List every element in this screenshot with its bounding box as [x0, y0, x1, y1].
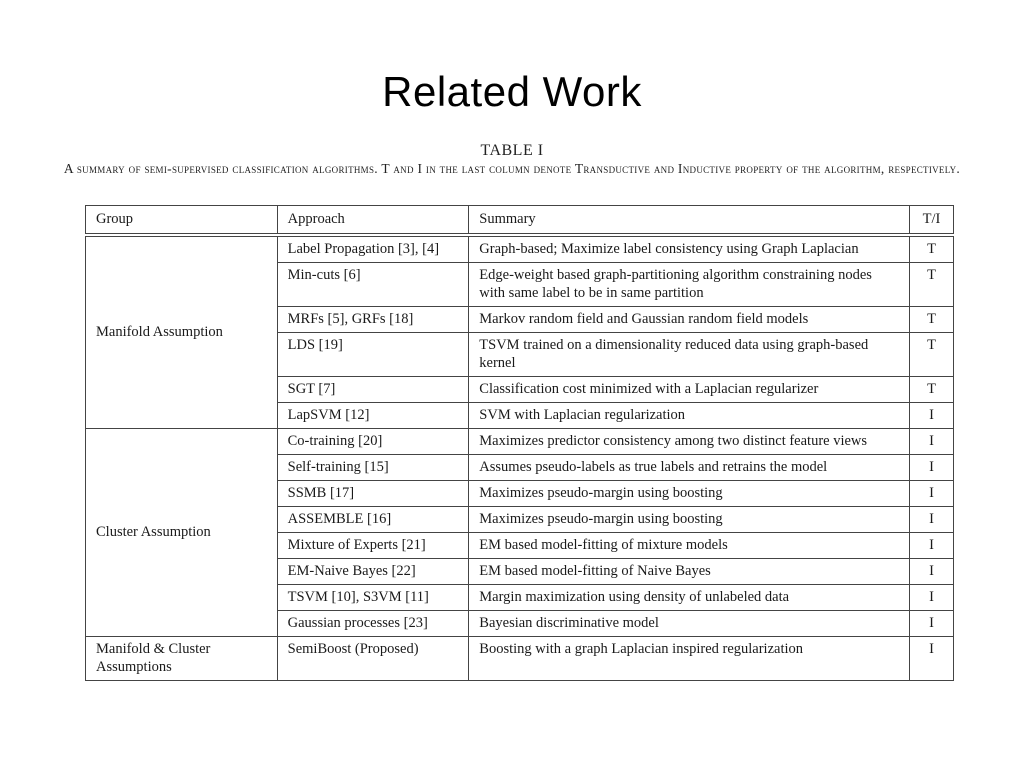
ti-cell: I: [910, 455, 954, 481]
ti-cell: I: [910, 481, 954, 507]
ti-cell: T: [910, 377, 954, 403]
summary-cell: Boosting with a graph Laplacian inspired regularization: [469, 637, 910, 681]
ti-cell: T: [910, 307, 954, 333]
header-group: Group: [86, 206, 278, 234]
summary-cell: Maximizes predictor consistency among two distinct feature views: [469, 429, 910, 455]
summary-cell: Maximizes pseudo-margin using boosting: [469, 481, 910, 507]
approach-cell: Self-training [15]: [277, 455, 469, 481]
summary-cell: TSVM trained on a dimensionality reduced data using graph-based kernel: [469, 333, 910, 377]
summary-cell: EM based model-fitting of mixture models: [469, 533, 910, 559]
ti-cell: I: [910, 403, 954, 429]
table-row: [86, 237, 954, 263]
ti-cell: I: [910, 429, 954, 455]
approach-cell: SemiBoost (Proposed): [277, 637, 469, 681]
header-approach: Approach: [277, 206, 469, 234]
ti-cell: T: [910, 237, 954, 263]
ti-cell: I: [910, 611, 954, 637]
ti-cell: T: [910, 263, 954, 307]
group-cell: Cluster Assumption: [86, 429, 278, 637]
table-row: [86, 429, 954, 455]
summary-cell: Maximizes pseudo-margin using boosting: [469, 507, 910, 533]
table-body: [86, 234, 954, 681]
summary-cell: Graph-based; Maximize label consistency using Graph Laplacian: [469, 237, 910, 263]
table-caption: A summary of semi-supervised classification algorithms. T and I in the last column denote Transductive and Inductive property of the algorithm, respectively.: [63, 161, 961, 176]
approach-cell: Min-cuts [6]: [277, 263, 469, 307]
group-cell: Manifold Assumption: [86, 237, 278, 429]
summary-table: [85, 205, 954, 681]
approach-cell: SGT [7]: [277, 377, 469, 403]
ti-cell: T: [910, 333, 954, 377]
approach-cell: MRFs [5], GRFs [18]: [277, 307, 469, 333]
header-ti: T/I: [910, 206, 954, 234]
summary-cell: Bayesian discriminative model: [469, 611, 910, 637]
ti-cell: I: [910, 637, 954, 681]
approach-cell: Label Propagation [3], [4]: [277, 237, 469, 263]
slide-title: Related Work: [382, 68, 642, 115]
summary-cell: Classification cost minimized with a Laplacian regularizer: [469, 377, 910, 403]
table-header-row: [86, 206, 954, 234]
header-summary: Summary: [469, 206, 910, 234]
summary-cell: SVM with Laplacian regularization: [469, 403, 910, 429]
summary-cell: EM based model-fitting of Naive Bayes: [469, 559, 910, 585]
approach-cell: Mixture of Experts [21]: [277, 533, 469, 559]
ti-cell: I: [910, 559, 954, 585]
approach-cell: Co-training [20]: [277, 429, 469, 455]
table-row: [86, 637, 954, 681]
ti-cell: I: [910, 585, 954, 611]
approach-cell: LDS [19]: [277, 333, 469, 377]
approach-cell: ASSEMBLE [16]: [277, 507, 469, 533]
group-cell: Manifold & Cluster Assumptions: [86, 637, 278, 681]
approach-cell: TSVM [10], S3VM [11]: [277, 585, 469, 611]
approach-cell: Gaussian processes [23]: [277, 611, 469, 637]
approach-cell: EM-Naive Bayes [22]: [277, 559, 469, 585]
summary-cell: Margin maximization using density of unlabeled data: [469, 585, 910, 611]
summary-cell: Edge-weight based graph-partitioning algorithm constraining nodes with same label to be in same partition: [469, 263, 910, 307]
summary-cell: Markov random field and Gaussian random field models: [469, 307, 910, 333]
ti-cell: I: [910, 533, 954, 559]
table-label: TABLE I: [480, 142, 544, 159]
approach-cell: SSMB [17]: [277, 481, 469, 507]
approach-cell: LapSVM [12]: [277, 403, 469, 429]
ti-cell: I: [910, 507, 954, 533]
summary-cell: Assumes pseudo-labels as true labels and retrains the model: [469, 455, 910, 481]
